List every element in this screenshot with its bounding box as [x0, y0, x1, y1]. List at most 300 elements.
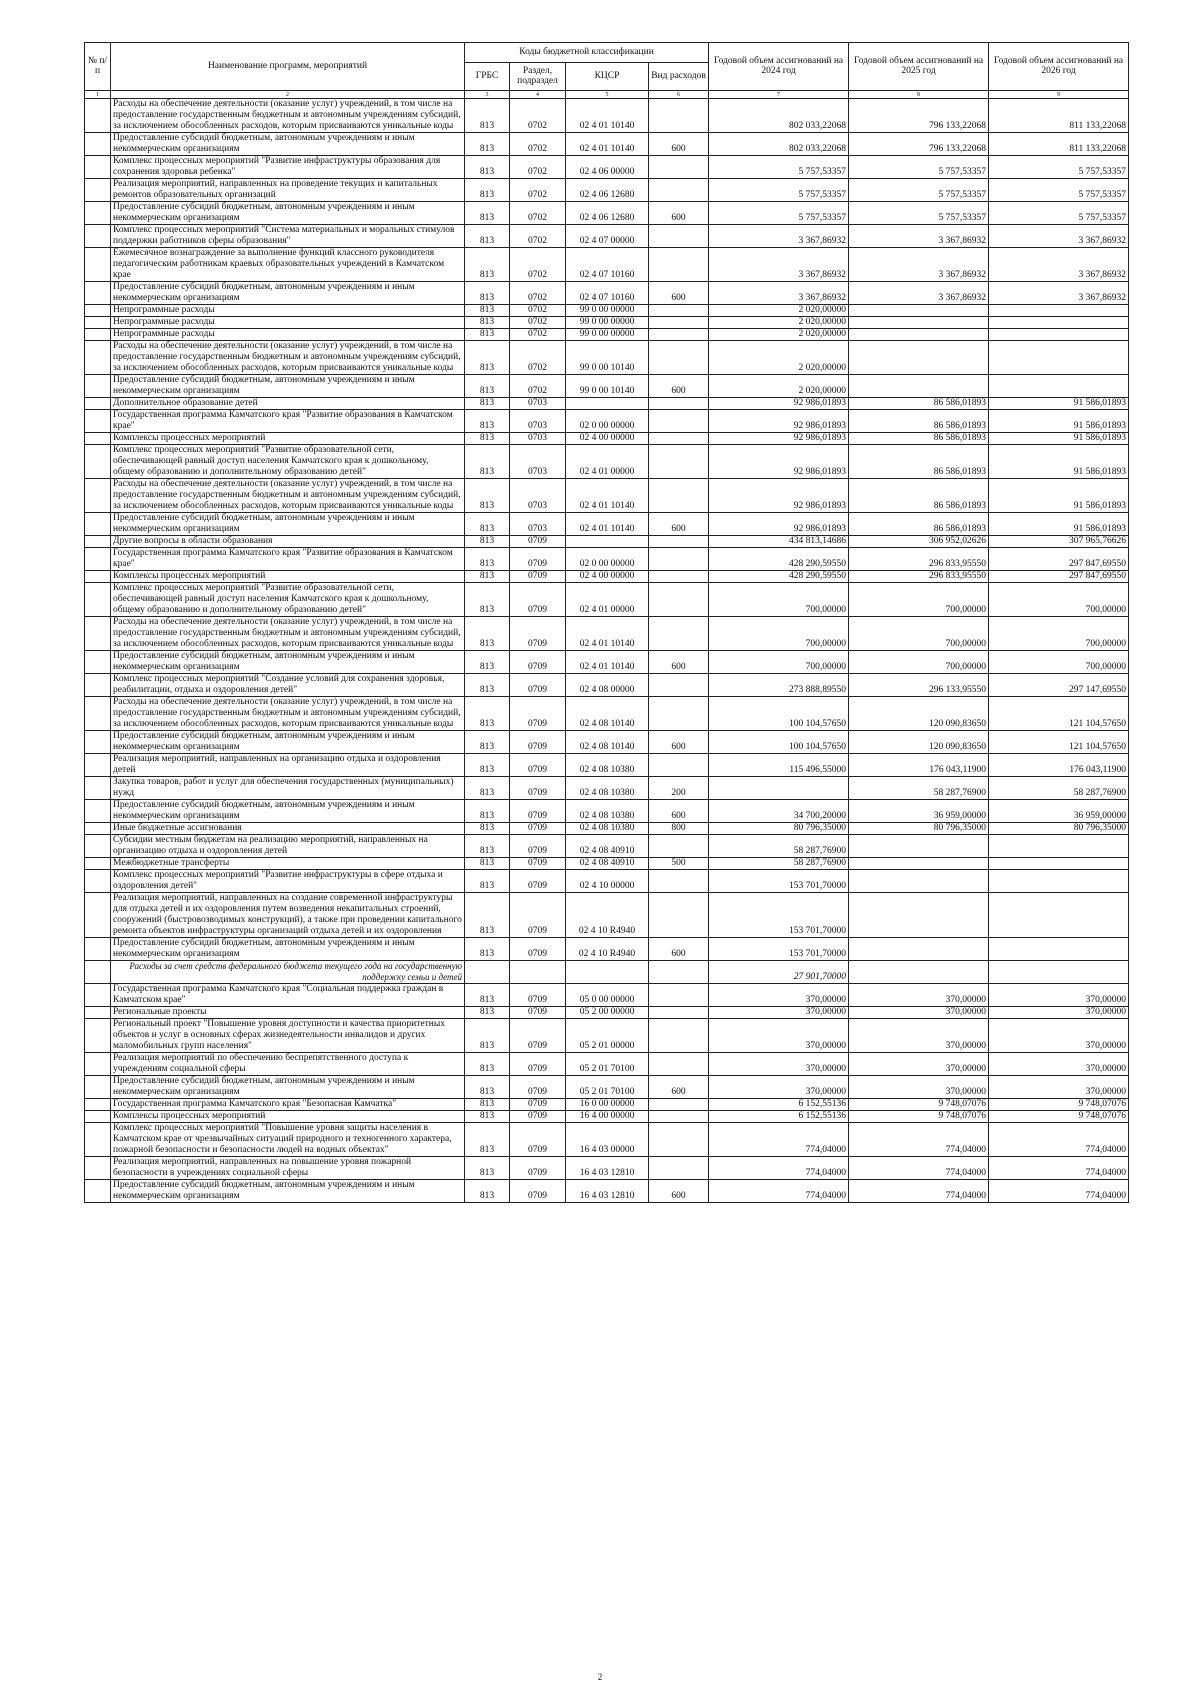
item-name-cell: Непрограммные расходы — [111, 317, 465, 329]
kcsr-cell: 02 4 10 00000 — [566, 870, 649, 893]
row-number-cell — [85, 1157, 111, 1180]
grbs-cell: 813 — [465, 870, 510, 893]
kcsr-cell: 02 4 06 00000 — [566, 156, 649, 179]
vid-cell: 600 — [649, 513, 709, 536]
amount-2025-cell: 86 586,01893 — [849, 433, 989, 445]
razdel-cell: 0709 — [510, 674, 566, 697]
vid-cell — [649, 1007, 709, 1019]
kcsr-cell: 99 0 00 00000 — [566, 305, 649, 317]
amount-2026-cell: 9 748,07076 — [989, 1111, 1129, 1123]
grbs-cell: 813 — [465, 835, 510, 858]
amount-2025-cell: 370,00000 — [849, 1019, 989, 1053]
vid-cell — [649, 445, 709, 479]
amount-2025-cell: 5 757,53357 — [849, 179, 989, 202]
vid-cell — [649, 893, 709, 938]
vid-cell — [649, 697, 709, 731]
razdel-cell: 0709 — [510, 893, 566, 938]
table-row — [85, 548, 1129, 571]
kcsr-cell: 02 4 06 12680 — [566, 202, 649, 225]
razdel-cell: 0709 — [510, 536, 566, 548]
amount-2024-cell: 153 701,70000 — [709, 870, 849, 893]
table-row — [85, 410, 1129, 433]
amount-2025-cell: 5 757,53357 — [849, 156, 989, 179]
vid-cell — [649, 617, 709, 651]
item-name-cell: Предоставление субсидий бюджетным, автономным учреждениям и иным некоммерческим организациям — [111, 513, 465, 536]
row-number-cell — [85, 479, 111, 513]
kcsr-cell: 16 4 03 12810 — [566, 1180, 649, 1203]
item-name-cell: Предоставление субсидий бюджетным, автономным учреждениям и иным некоммерческим организациям — [111, 375, 465, 398]
razdel-cell: 0702 — [510, 99, 566, 133]
table-row — [85, 225, 1129, 248]
kcsr-cell: 02 4 00 00000 — [566, 571, 649, 583]
amount-2025-cell — [849, 329, 989, 341]
amount-2025-cell — [849, 835, 989, 858]
kcsr-cell: 02 4 08 10380 — [566, 754, 649, 777]
table-row — [85, 536, 1129, 548]
amount-2024-cell: 80 796,35000 — [709, 823, 849, 835]
amount-2025-cell: 176 043,11900 — [849, 754, 989, 777]
amount-2026-cell: 3 367,86932 — [989, 248, 1129, 282]
header-kcsr: КЦСР — [566, 63, 649, 91]
table-row — [85, 329, 1129, 341]
table-row — [85, 674, 1129, 697]
razdel-cell: 0702 — [510, 329, 566, 341]
razdel-cell: 0709 — [510, 938, 566, 961]
razdel-cell: 0709 — [510, 548, 566, 571]
grbs-cell: 813 — [465, 179, 510, 202]
table-row — [85, 938, 1129, 961]
amount-2024-cell: 153 701,70000 — [709, 938, 849, 961]
item-name-cell: Комплекс процессных мероприятий "Создание условий для сохранения здоровья, реабилитации, отдыха и оздоровления детей" — [111, 674, 465, 697]
amount-2024-cell: 434 813,14686 — [709, 536, 849, 548]
razdel-cell: 0702 — [510, 225, 566, 248]
amount-2025-cell: 58 287,76900 — [849, 777, 989, 800]
row-number-cell — [85, 961, 111, 984]
razdel-cell: 0709 — [510, 1123, 566, 1157]
table-row — [85, 317, 1129, 329]
amount-2026-cell: 370,00000 — [989, 1019, 1129, 1053]
amount-2025-cell: 370,00000 — [849, 1076, 989, 1099]
amount-2025-cell: 120 090,83650 — [849, 697, 989, 731]
amount-2025-cell: 700,00000 — [849, 583, 989, 617]
amount-2024-cell: 2 020,00000 — [709, 317, 849, 329]
amount-2026-cell: 91 586,01893 — [989, 433, 1129, 445]
amount-2025-cell: 86 586,01893 — [849, 479, 989, 513]
vid-cell: 600 — [649, 1076, 709, 1099]
table-row — [85, 1007, 1129, 1019]
vid-cell — [649, 99, 709, 133]
kcsr-cell — [566, 961, 649, 984]
grbs-cell: 813 — [465, 410, 510, 433]
item-name-cell: Закупка товаров, работ и услуг для обеспечения государственных (муниципальных) нужд — [111, 777, 465, 800]
amount-2025-cell: 86 586,01893 — [849, 398, 989, 410]
item-name-cell: Расходы за счет средств федерального бюджета текущего года на государственную поддержку семьи и детей — [111, 961, 465, 984]
amount-2026-cell — [989, 329, 1129, 341]
amount-2025-cell: 120 090,83650 — [849, 731, 989, 754]
vid-cell — [649, 984, 709, 1007]
kcsr-cell: 02 4 10 R4940 — [566, 893, 649, 938]
table-row — [85, 398, 1129, 410]
amount-2026-cell: 121 104,57650 — [989, 731, 1129, 754]
table-body — [85, 99, 1129, 1203]
item-name-cell: Расходы на обеспечение деятельности (оказание услуг) учреждений, в том числе на предоставление государственным бюджетным и автономным учреждениям субсидий, за исключением обособленных расходов, которым присваиваются уникальные коды — [111, 341, 465, 375]
amount-2024-cell: 774,04000 — [709, 1180, 849, 1203]
grbs-cell: 813 — [465, 445, 510, 479]
row-number-cell — [85, 938, 111, 961]
row-number-cell — [85, 754, 111, 777]
budget-table — [84, 42, 1129, 1203]
table-row — [85, 282, 1129, 305]
amount-2026-cell: 370,00000 — [989, 1007, 1129, 1019]
razdel-cell: 0702 — [510, 179, 566, 202]
amount-2025-cell: 774,04000 — [849, 1180, 989, 1203]
amount-2026-cell: 297 147,69550 — [989, 674, 1129, 697]
grbs-cell: 813 — [465, 823, 510, 835]
amount-2026-cell: 774,04000 — [989, 1180, 1129, 1203]
amount-2024-cell: 92 986,01893 — [709, 479, 849, 513]
row-number-cell — [85, 651, 111, 674]
grbs-cell: 813 — [465, 317, 510, 329]
amount-2024-cell: 6 152,55136 — [709, 1099, 849, 1111]
amount-2024-cell: 273 888,89550 — [709, 674, 849, 697]
header-2026: Годовой объем ассигнований на 2026 год — [989, 43, 1129, 91]
amount-2024-cell: 370,00000 — [709, 984, 849, 1007]
razdel-cell: 0709 — [510, 731, 566, 754]
table-row — [85, 583, 1129, 617]
item-name-cell: Расходы на обеспечение деятельности (оказание услуг) учреждений, в том числе на предоставление государственным бюджетным и автономным учреждениям субсидий, за исключением обособленных расходов, которым присваиваются уникальные коды — [111, 479, 465, 513]
amount-2024-cell: 6 152,55136 — [709, 1111, 849, 1123]
grbs-cell: 813 — [465, 548, 510, 571]
table-row — [85, 445, 1129, 479]
amount-2026-cell: 370,00000 — [989, 1053, 1129, 1076]
amount-2024-cell: 370,00000 — [709, 1007, 849, 1019]
grbs-cell: 813 — [465, 398, 510, 410]
amount-2026-cell — [989, 893, 1129, 938]
grbs-cell: 813 — [465, 225, 510, 248]
vid-cell — [649, 536, 709, 548]
amount-2026-cell: 370,00000 — [989, 1076, 1129, 1099]
kcsr-cell: 02 4 08 40910 — [566, 858, 649, 870]
vid-cell — [649, 571, 709, 583]
grbs-cell: 813 — [465, 329, 510, 341]
kcsr-cell: 02 4 07 00000 — [566, 225, 649, 248]
table-row — [85, 697, 1129, 731]
amount-2026-cell: 297 847,69550 — [989, 571, 1129, 583]
table-row — [85, 179, 1129, 202]
amount-2024-cell: 802 033,22068 — [709, 133, 849, 156]
amount-2026-cell — [989, 961, 1129, 984]
amount-2026-cell: 370,00000 — [989, 984, 1129, 1007]
amount-2024-cell: 5 757,53357 — [709, 202, 849, 225]
item-name-cell: Непрограммные расходы — [111, 305, 465, 317]
razdel-cell: 0702 — [510, 305, 566, 317]
vid-cell — [649, 317, 709, 329]
vid-cell — [649, 583, 709, 617]
kcsr-cell: 02 4 01 10140 — [566, 513, 649, 536]
table-row — [85, 835, 1129, 858]
amount-2024-cell: 58 287,76900 — [709, 835, 849, 858]
vid-cell: 600 — [649, 731, 709, 754]
item-name-cell: Реализация мероприятий, направленных на проведение текущих и капитальных ремонтов образовательных организаций — [111, 179, 465, 202]
row-number-cell — [85, 341, 111, 375]
item-name-cell: Реализация мероприятий, направленных на создание современной инфраструктуры для отдыха детей и их оздоровления путем возведения некапитальных строений, сооружений (быстровозводимых конструкций), а также при проведении капитального ремонта объектов инфраструктуры организаций отдыха детей и их оздоровления — [111, 893, 465, 938]
grbs-cell: 813 — [465, 583, 510, 617]
table-row — [85, 777, 1129, 800]
amount-2024-cell: 92 986,01893 — [709, 513, 849, 536]
amount-2024-cell — [709, 777, 849, 800]
row-number-cell — [85, 1111, 111, 1123]
vid-cell — [649, 305, 709, 317]
razdel-cell: 0709 — [510, 984, 566, 1007]
kcsr-cell: 99 0 00 10140 — [566, 341, 649, 375]
row-number-cell — [85, 777, 111, 800]
column-number: 9 — [989, 91, 1129, 99]
table-row — [85, 433, 1129, 445]
row-number-cell — [85, 1053, 111, 1076]
item-name-cell: Предоставление субсидий бюджетным, автономным учреждениям и иным некоммерческим организациям — [111, 133, 465, 156]
table-row — [85, 870, 1129, 893]
table-row — [85, 1123, 1129, 1157]
grbs-cell: 813 — [465, 1076, 510, 1099]
vid-cell — [649, 341, 709, 375]
kcsr-cell: 02 4 07 10160 — [566, 248, 649, 282]
row-number-cell — [85, 674, 111, 697]
vid-cell — [649, 479, 709, 513]
row-number-cell — [85, 248, 111, 282]
item-name-cell: Комплексы процессных мероприятий — [111, 1111, 465, 1123]
vid-cell — [649, 1157, 709, 1180]
razdel-cell: 0702 — [510, 341, 566, 375]
vid-cell — [649, 248, 709, 282]
amount-2025-cell — [849, 938, 989, 961]
grbs-cell: 813 — [465, 202, 510, 225]
razdel-cell: 0709 — [510, 1157, 566, 1180]
razdel-cell: 0709 — [510, 777, 566, 800]
item-name-cell: Комплекс процессных мероприятий "Развитие образовательной сети, обеспечивающей равный доступ населения Камчатского края к дошкольному, общему образованию и дополнительному образованию детей" — [111, 583, 465, 617]
amount-2025-cell: 700,00000 — [849, 617, 989, 651]
table-row — [85, 1180, 1129, 1203]
grbs-cell: 813 — [465, 938, 510, 961]
amount-2024-cell: 428 290,59550 — [709, 571, 849, 583]
razdel-cell: 0709 — [510, 1019, 566, 1053]
vid-cell — [649, 398, 709, 410]
kcsr-cell: 02 4 08 10380 — [566, 823, 649, 835]
table-row — [85, 651, 1129, 674]
razdel-cell: 0703 — [510, 398, 566, 410]
table-row — [85, 731, 1129, 754]
column-number: 2 — [111, 91, 465, 99]
kcsr-cell: 02 4 08 10140 — [566, 731, 649, 754]
table-row — [85, 571, 1129, 583]
grbs-cell: 813 — [465, 1019, 510, 1053]
row-number-cell — [85, 800, 111, 823]
vid-cell: 600 — [649, 800, 709, 823]
kcsr-cell: 99 0 00 00000 — [566, 317, 649, 329]
vid-cell — [649, 870, 709, 893]
kcsr-cell: 16 4 00 00000 — [566, 1111, 649, 1123]
amount-2024-cell: 428 290,59550 — [709, 548, 849, 571]
razdel-cell: 0709 — [510, 571, 566, 583]
razdel-cell: 0709 — [510, 1180, 566, 1203]
table-row — [85, 893, 1129, 938]
item-name-cell: Государственная программа Камчатского края "Развитие образования в Камчатском крае" — [111, 410, 465, 433]
amount-2026-cell: 176 043,11900 — [989, 754, 1129, 777]
grbs-cell: 813 — [465, 731, 510, 754]
grbs-cell: 813 — [465, 1180, 510, 1203]
grbs-cell: 813 — [465, 341, 510, 375]
table-row — [85, 248, 1129, 282]
row-number-cell — [85, 329, 111, 341]
kcsr-cell: 16 4 03 00000 — [566, 1123, 649, 1157]
item-name-cell: Непрограммные расходы — [111, 329, 465, 341]
item-name-cell: Государственная программа Камчатского края "Безопасная Камчатка" — [111, 1099, 465, 1111]
header-name: Наименование программ, мероприятий — [111, 43, 465, 91]
row-number-cell — [85, 617, 111, 651]
grbs-cell: 813 — [465, 433, 510, 445]
item-name-cell: Другие вопросы в области образования — [111, 536, 465, 548]
vid-cell: 600 — [649, 375, 709, 398]
row-number-cell — [85, 179, 111, 202]
amount-2025-cell — [849, 870, 989, 893]
budget-table-sheet — [84, 42, 1128, 1203]
razdel-cell: 0709 — [510, 835, 566, 858]
table-row — [85, 1111, 1129, 1123]
amount-2026-cell: 5 757,53357 — [989, 179, 1129, 202]
kcsr-cell: 02 4 01 10140 — [566, 99, 649, 133]
amount-2025-cell — [849, 858, 989, 870]
row-number-cell — [85, 1180, 111, 1203]
grbs-cell: 813 — [465, 156, 510, 179]
item-name-cell: Комплекс процессных мероприятий "Повышение уровня защиты населения в Камчатском крае от чрезвычайных ситуаций природного и техногенного характера, пожарной безопасности и безопасности людей на водных объектах" — [111, 1123, 465, 1157]
amount-2024-cell: 34 700,20000 — [709, 800, 849, 823]
amount-2026-cell — [989, 870, 1129, 893]
table-row — [85, 99, 1129, 133]
amount-2024-cell: 370,00000 — [709, 1076, 849, 1099]
amount-2024-cell: 700,00000 — [709, 583, 849, 617]
amount-2025-cell — [849, 375, 989, 398]
grbs-cell: 813 — [465, 858, 510, 870]
amount-2024-cell: 2 020,00000 — [709, 329, 849, 341]
item-name-cell: Расходы на обеспечение деятельности (оказание услуг) учреждений, в том числе на предоставление государственным бюджетным и автономным учреждениям субсидий, за исключением обособленных расходов, которым присваиваются уникальные коды — [111, 617, 465, 651]
table-row — [85, 1099, 1129, 1111]
table-row — [85, 617, 1129, 651]
amount-2024-cell: 92 986,01893 — [709, 398, 849, 410]
razdel-cell: 0703 — [510, 410, 566, 433]
row-number-cell — [85, 1099, 111, 1111]
item-name-cell: Государственная программа Камчатского края "Социальная поддержка граждан в Камчатском крае" — [111, 984, 465, 1007]
kcsr-cell: 02 4 01 10140 — [566, 651, 649, 674]
vid-cell: 600 — [649, 651, 709, 674]
table-row — [85, 823, 1129, 835]
amount-2024-cell: 92 986,01893 — [709, 410, 849, 433]
row-number-cell — [85, 858, 111, 870]
amount-2025-cell — [849, 341, 989, 375]
item-name-cell: Комплекс процессных мероприятий "Развитие образовательной сети, обеспечивающей равный доступ населения Камчатского края к дошкольному, общему образованию и дополнительному образованию детей" — [111, 445, 465, 479]
kcsr-cell: 05 2 01 00000 — [566, 1019, 649, 1053]
item-name-cell: Дополнительное образование детей — [111, 398, 465, 410]
amount-2026-cell — [989, 375, 1129, 398]
amount-2024-cell: 700,00000 — [709, 617, 849, 651]
amount-2025-cell — [849, 961, 989, 984]
amount-2025-cell — [849, 305, 989, 317]
razdel-cell: 0709 — [510, 858, 566, 870]
amount-2026-cell: 58 287,76900 — [989, 777, 1129, 800]
grbs-cell: 813 — [465, 479, 510, 513]
column-number: 4 — [510, 91, 566, 99]
amount-2024-cell: 5 757,53357 — [709, 179, 849, 202]
vid-cell — [649, 329, 709, 341]
vid-cell — [649, 225, 709, 248]
header-grbs: ГРБС — [465, 63, 510, 91]
razdel-cell: 0709 — [510, 617, 566, 651]
amount-2025-cell — [849, 893, 989, 938]
razdel-cell: 0709 — [510, 800, 566, 823]
item-name-cell: Региональные проекты — [111, 1007, 465, 1019]
vid-cell — [649, 835, 709, 858]
row-number-cell — [85, 583, 111, 617]
table-row — [85, 513, 1129, 536]
kcsr-cell: 02 4 01 10140 — [566, 133, 649, 156]
kcsr-cell: 02 4 08 10380 — [566, 777, 649, 800]
item-name-cell: Предоставление субсидий бюджетным, автономным учреждениям и иным некоммерческим организациям — [111, 651, 465, 674]
row-number-cell — [85, 697, 111, 731]
amount-2026-cell: 5 757,53357 — [989, 156, 1129, 179]
row-number-cell — [85, 731, 111, 754]
amount-2026-cell: 307 965,76626 — [989, 536, 1129, 548]
row-number-cell — [85, 571, 111, 583]
vid-cell: 600 — [649, 282, 709, 305]
amount-2024-cell: 802 033,22068 — [709, 99, 849, 133]
row-number-cell — [85, 1123, 111, 1157]
grbs-cell: 813 — [465, 697, 510, 731]
amount-2025-cell: 86 586,01893 — [849, 513, 989, 536]
razdel-cell: 0709 — [510, 651, 566, 674]
kcsr-cell: 05 2 01 70100 — [566, 1053, 649, 1076]
grbs-cell: 813 — [465, 1157, 510, 1180]
kcsr-cell: 05 0 00 00000 — [566, 984, 649, 1007]
row-number-cell — [85, 410, 111, 433]
amount-2026-cell: 3 367,86932 — [989, 225, 1129, 248]
amount-2026-cell: 91 586,01893 — [989, 479, 1129, 513]
amount-2025-cell: 774,04000 — [849, 1157, 989, 1180]
row-number-cell — [85, 1019, 111, 1053]
amount-2024-cell: 774,04000 — [709, 1123, 849, 1157]
amount-2025-cell: 796 133,22068 — [849, 99, 989, 133]
kcsr-cell: 16 0 00 00000 — [566, 1099, 649, 1111]
amount-2026-cell — [989, 305, 1129, 317]
table-row — [85, 754, 1129, 777]
razdel-cell: 0709 — [510, 1076, 566, 1099]
amount-2026-cell: 811 133,22068 — [989, 133, 1129, 156]
row-number-cell — [85, 133, 111, 156]
kcsr-cell: 16 4 03 12810 — [566, 1157, 649, 1180]
item-name-cell: Предоставление субсидий бюджетным, автономным учреждениям и иным некоммерческим организациям — [111, 731, 465, 754]
vid-cell — [649, 548, 709, 571]
kcsr-cell: 99 0 00 10140 — [566, 375, 649, 398]
kcsr-cell: 02 4 08 40910 — [566, 835, 649, 858]
row-number-cell — [85, 823, 111, 835]
grbs-cell: 813 — [465, 513, 510, 536]
column-number: 7 — [709, 91, 849, 99]
vid-cell — [649, 754, 709, 777]
grbs-cell: 813 — [465, 133, 510, 156]
grbs-cell: 813 — [465, 1053, 510, 1076]
razdel-cell: 0709 — [510, 754, 566, 777]
amount-2025-cell: 80 796,35000 — [849, 823, 989, 835]
grbs-cell: 813 — [465, 777, 510, 800]
kcsr-cell: 02 0 00 00000 — [566, 410, 649, 433]
amount-2026-cell — [989, 858, 1129, 870]
